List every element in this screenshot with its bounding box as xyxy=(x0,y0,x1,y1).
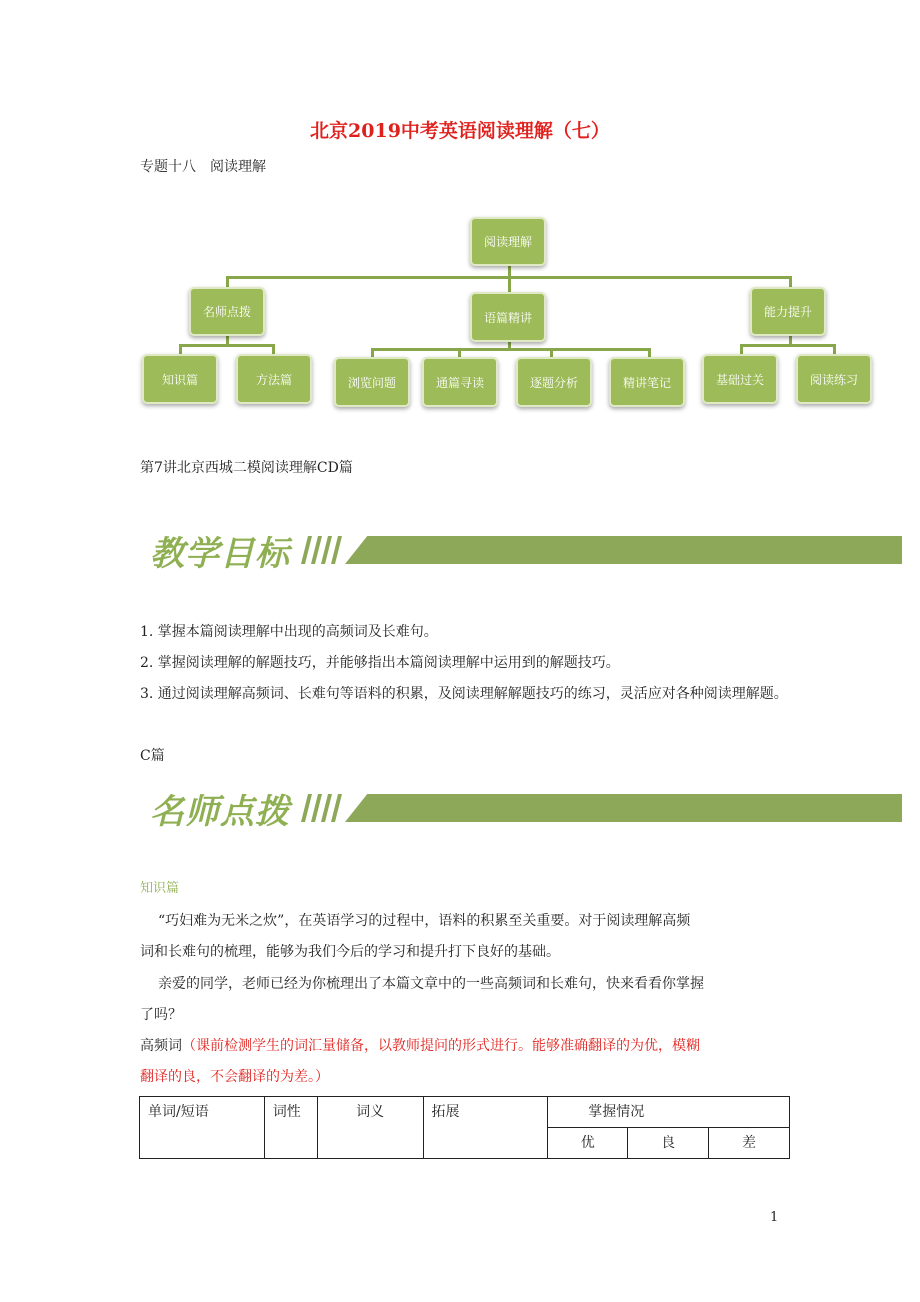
page-number: 1 xyxy=(770,1210,779,1225)
header-meaning: 词义 xyxy=(317,1097,423,1159)
node-level2-2: 浏览问题 xyxy=(334,357,410,407)
node-level2-5: 精讲笔记 xyxy=(609,357,685,407)
node-level1-2: 能力提升 xyxy=(750,287,826,336)
node-level2-3: 通篇寻读 xyxy=(422,357,498,407)
goal-item-2: 2. 掌握阅读理解的解题技巧，并能够指出本篇阅读理解中运用到的解题技巧。 xyxy=(140,655,620,671)
node-level1-0: 名师点拨 xyxy=(189,287,265,336)
stripes-icon xyxy=(300,536,345,564)
banner-bar xyxy=(345,794,902,822)
header-mastery: 掌握情况 xyxy=(548,1097,790,1128)
banner-teacher-tips xyxy=(140,778,908,834)
banner-bar xyxy=(345,536,902,564)
knowledge-subheading: 知识篇 xyxy=(140,881,180,896)
vocab-table xyxy=(139,1096,790,1159)
banner-teaching-goals xyxy=(140,520,908,576)
subtitle: 专题十八 阅读理解 xyxy=(140,159,266,175)
header-word: 单词/短语 xyxy=(140,1097,265,1159)
node-level2-0: 知识篇 xyxy=(142,354,218,404)
node-root: 阅读理解 xyxy=(470,217,546,266)
node-level1-1: 语篇精讲 xyxy=(470,292,546,342)
node-level2-6: 基础过关 xyxy=(702,354,778,404)
level-excellent: 优 xyxy=(548,1128,628,1159)
high-frequency-label: 高频词 xyxy=(140,1038,182,1054)
goal-item-1: 1. 掌握本篇阅读理解中出现的高频词及长难句。 xyxy=(140,624,438,640)
para2-line1: 亲爱的同学，老师已经为你梳理出了本篇文章中的一些高频词和长难句，快来看看你掌握 xyxy=(158,976,704,992)
header-pos: 词性 xyxy=(264,1097,317,1159)
high-frequency-note: （课前检测学生的词汇量储备，以教师提问的形式进行。能够准确翻译的为优，模糊 xyxy=(182,1038,700,1054)
banner-title: 名师点拨 xyxy=(150,792,290,832)
c-label: C篇 xyxy=(140,748,165,764)
stripes-icon xyxy=(300,794,345,822)
high-frequency-note-line2: 翻译的良，不会翻译的为差。） xyxy=(140,1069,329,1085)
header-extension: 拓展 xyxy=(423,1097,548,1159)
page-title: 北京2019中考英语阅读理解（七） xyxy=(310,120,610,142)
node-level2-1: 方法篇 xyxy=(236,354,312,404)
level-good: 良 xyxy=(628,1128,709,1159)
lesson-line: 第7讲北京西城二模阅读理解CD篇 xyxy=(140,460,353,476)
para1-line1: “巧妇难为无米之炊”，在英语学习的过程中，语料的积累至关重要。对于阅读理解高频 xyxy=(158,913,691,929)
goal-item-3: 3. 通过阅读理解高频词、长难句等语料的积累，及阅读理解解题技巧的练习，灵活应对各种阅读理解题。 xyxy=(140,686,788,702)
para2-line2: 了吗？ xyxy=(140,1007,182,1023)
node-level2-7: 阅读练习 xyxy=(796,354,872,404)
banner-title: 教学目标 xyxy=(150,534,290,574)
high-frequency-line xyxy=(140,1035,700,1055)
table-header-row xyxy=(140,1097,790,1128)
level-poor: 差 xyxy=(709,1128,790,1159)
para1-line2: 词和长难句的梳理，能够为我们今后的学习和提升打下良好的基础。 xyxy=(140,944,560,960)
node-level2-4: 逐题分析 xyxy=(516,357,592,407)
